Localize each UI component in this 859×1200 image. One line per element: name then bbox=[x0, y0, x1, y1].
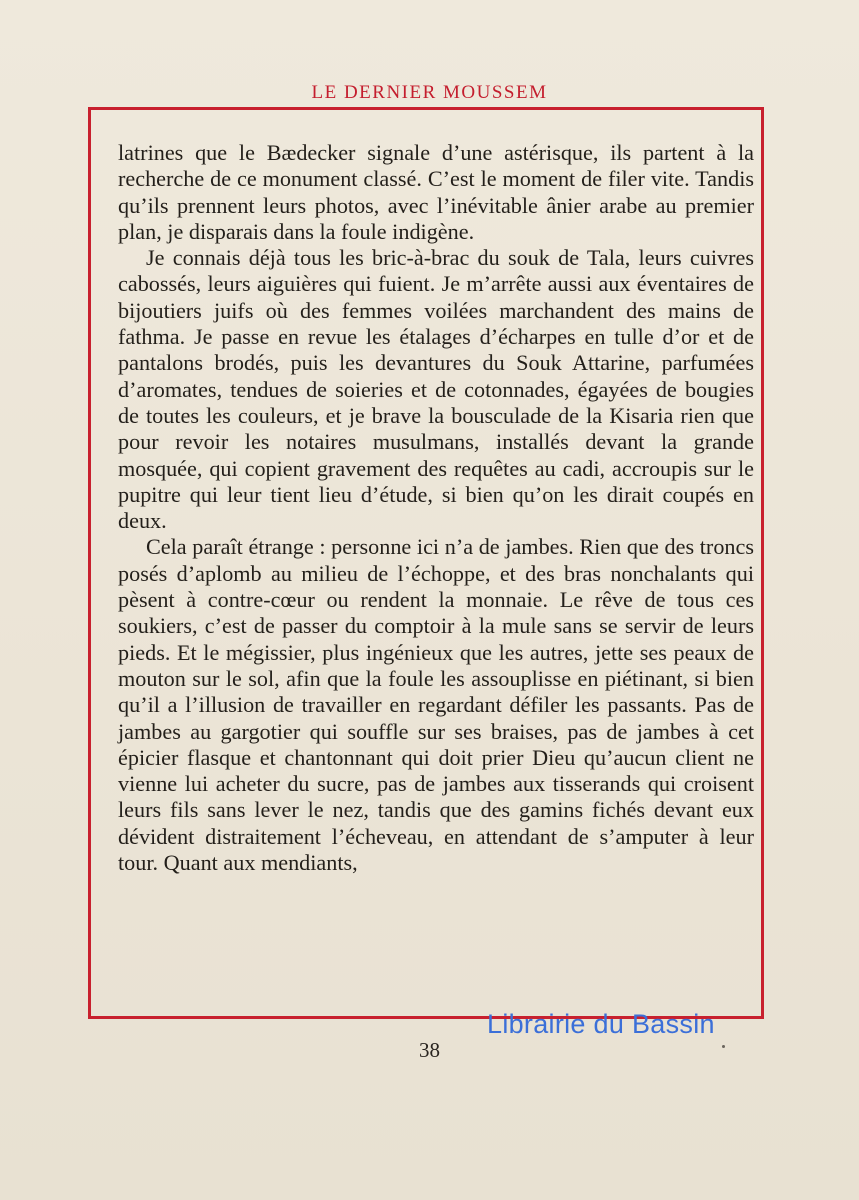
paragraph-3: Cela paraît étrange : personne ici n’a de jambes. Rien que des troncs posés d’aplomb au milieu de l’échoppe, et des bras nonchalants qui pèsent à contre-cœur ou rendent la monnaie. Le rêve de tous ces soukiers, c’est de passer du comptoir à la mule sans se servir de leurs pieds. Et le mégissier, plus ingénieux que les autres, jette ses peaux de mouton sur le sol, afin que la foule les assouplisse en piétinant, si bien qu’il a l’illusion de travailler en regardant défiler les passants. Pas de jambes au gargotier qui souffle sur ses braises, pas de jambes à cet épicier flasque et chantonnant qui doit prier Dieu qu’aucun client ne vienne lui acheter du sucre, pas de jambes aux tisserands qui croisent leurs fils sans lever le nez, tandis que des gamins fichés devant eux dévident distraitement l’écheveau, en attendant de s’amputer à leur tour. Quant aux mendiants, bbox=[118, 534, 754, 876]
paragraph-1: latrines que le Bædecker signale d’une astérisque, ils partent à la recherche de ce monument classé. C’est le moment de filer vite. Tandis qu’ils prennent leurs photos, avec l’inévitable ânier arabe au premier plan, je disparais dans la foule indigène. bbox=[118, 140, 754, 244]
paper-spot bbox=[722, 1045, 725, 1048]
running-title: LE DERNIER MOUSSEM bbox=[311, 82, 548, 103]
paragraph-2: Je connais déjà tous les bric-à-brac du souk de Tala, leurs cuivres cabossés, leurs aiguières qui fuient. Je m’arrête aussi aux éventaires de bijoutiers juifs où des femmes voilées marchandent des mains de fathma. Je passe en revue les étalages d’écharpes en tulle d’or et de pantalons brodés, puis les devantures du Souk Attarine, parfumées d’aromates, tendues de soieries et de cotonnades, égayées de bougies de toutes les couleurs, et je brave la bousculade de la Kisaria rien que pour revoir les notaires musulmans, installés devant la grande mosquée, qui copient gravement des requêtes au cadi, accroupis sur le pupitre qui leur tient lieu d’étude, si bien qu’on les dirait coupés en deux. bbox=[118, 245, 754, 534]
watermark-text: Librairie du Bassin bbox=[487, 1009, 715, 1039]
body-text bbox=[118, 140, 754, 876]
page-number: 38 bbox=[419, 1038, 440, 1062]
